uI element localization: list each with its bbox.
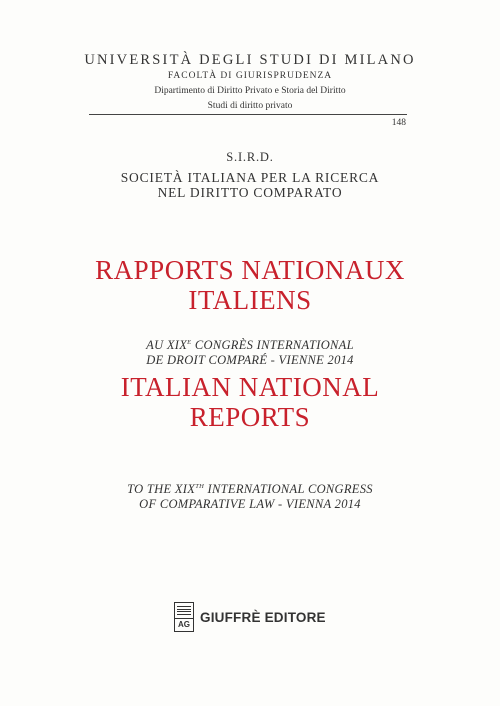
header-divider [89,114,407,115]
society-acronym: S.I.R.D. [226,150,274,164]
series-name: Studi di diritto privato [207,101,293,111]
english-title [0,372,500,432]
society-name [0,170,500,200]
english-subtitle-line1: TO THE XIXTH INTERNATIONAL CONGRESS [127,482,373,496]
society-name-line2: NEL DIRITTO COMPARATO [157,185,343,200]
french-subtitle-line2: DE DROIT COMPARÉ - VIENNE 2014 [146,353,354,367]
publisher-name: GIUFFRÈ EDITORE [200,609,326,625]
english-subtitle [0,482,500,512]
english-title-line2: REPORTS [189,402,311,432]
english-subtitle-line2: OF COMPARATIVE LAW - VIENNA 2014 [139,497,361,511]
series-number: 148 [391,118,406,128]
english-title-line1: ITALIAN NATIONAL [120,372,380,402]
society-name-line1: SOCIETÀ ITALIANA PER LA RICERCA [120,170,380,185]
faculty-name: FACOLTÀ DI GIURISPRUDENZA [167,71,333,81]
french-title [0,255,500,315]
publisher-logo-icon: AG [174,602,194,632]
french-subtitle-line1: AU $XIX^E$ CONGRÈS INTERNATIONAL [146,338,354,352]
french-title-line1: RAPPORTS NATIONAUX [95,255,405,285]
university-name: UNIVERSITÀ DEGLI STUDI DI MILANO [84,52,416,68]
department-name: Dipartimento di Diritto Privato e Storia del Diritto [154,86,346,96]
french-title-line2: ITALIENS [188,285,312,315]
french-subtitle [0,338,500,368]
publisher-imprint [174,601,326,633]
